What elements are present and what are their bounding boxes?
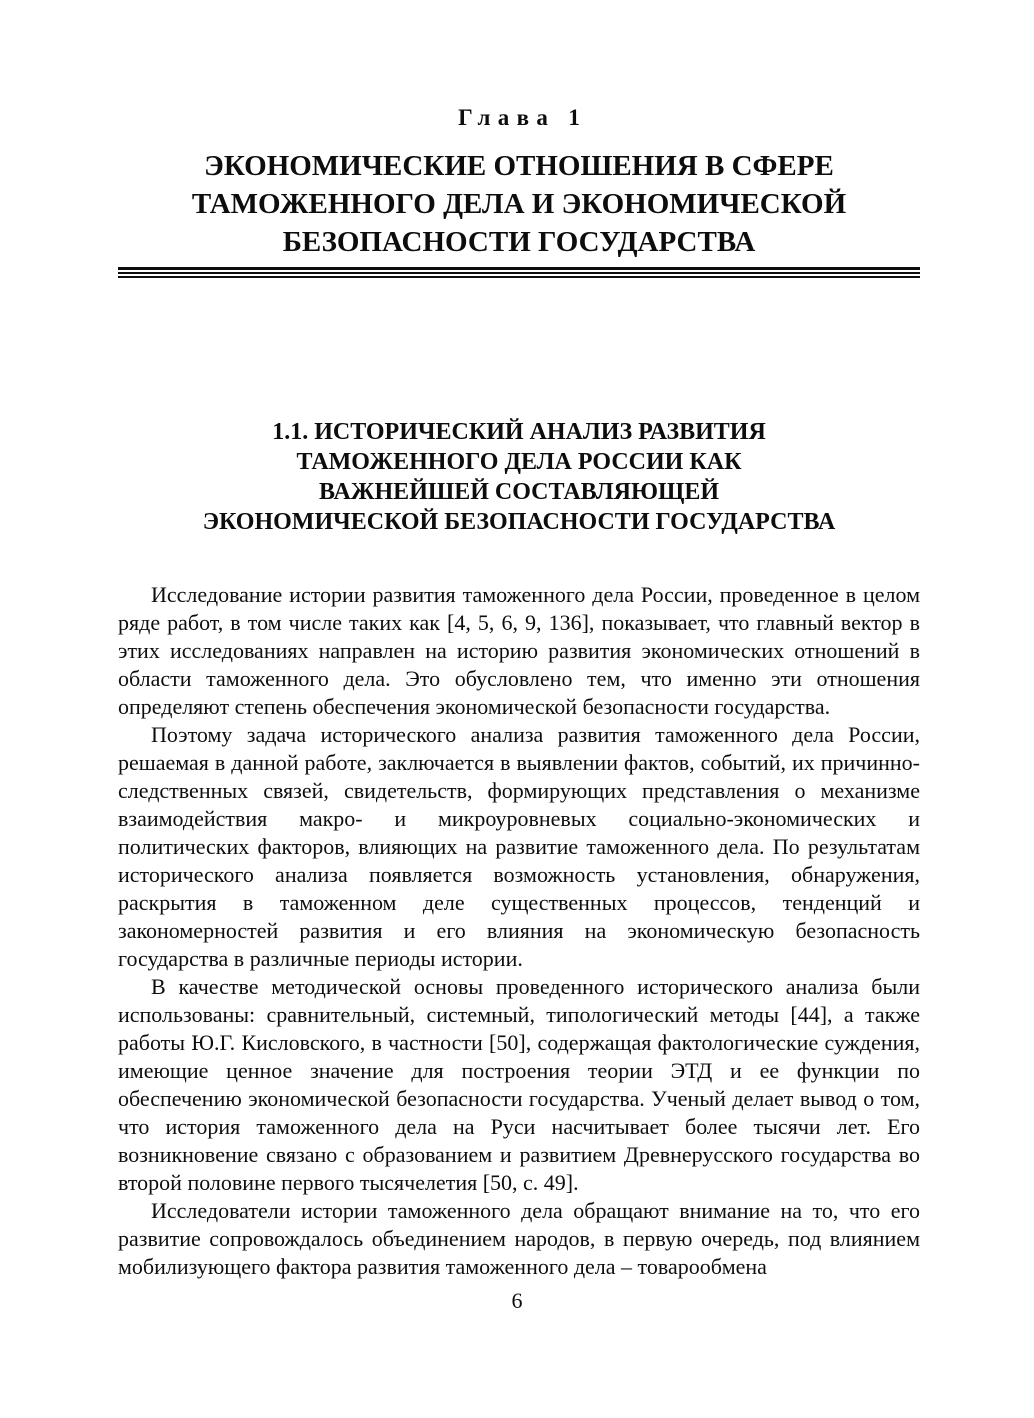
chapter-title-line: ТАМОЖЕННОГО ДЕЛА И ЭКОНОМИЧЕСКОЙ — [191, 188, 847, 220]
paragraph: Исследователи истории таможенного дела обращают внимание на то, что его развитие сопровождалось объединением народов, в первую очередь, под влиянием мобилизующего фактора развития таможенного дела – товарообмена — [118, 1198, 920, 1279]
chapter-title-line: БЕЗОПАСНОСТИ ГОСУДАРСТВА — [282, 226, 756, 258]
section-heading — [118, 417, 920, 537]
section-heading-line: ТАМОЖЕННОГО ДЕЛА РОССИИ КАК — [296, 449, 742, 475]
section-divider-rule — [118, 267, 920, 278]
chapter-title — [118, 147, 920, 261]
section-heading-line: ЭКОНОМИЧЕСКОЙ БЕЗОПАСНОСТИ ГОСУДАРСТВА — [202, 509, 836, 535]
chapter-title-line: ЭКОНОМИЧЕСКИЕ ОТНОШЕНИЯ В СФЕРЕ — [204, 150, 834, 182]
paragraph: Исследование истории развития таможенного дела России, проведенное в целом ряде работ, в том числе таких как [4, 5, 6, 9, 136], показывает, что главный вектор в этих исследованиях направлен на историю развития экономических отношений в области таможенного дела. Это обусловлено тем, что именно эти отношения определяют степень обеспечения экономической безопасности государства. — [118, 582, 920, 719]
section-heading-line: 1.1. ИСТОРИЧЕСКИЙ АНАЛИЗ РАЗВИТИЯ — [272, 419, 766, 445]
text-block — [118, 0, 920, 1281]
paragraph: В качестве методической основы проведенного исторического анализа были использованы: сравнительный, системный, типологический методы [44], а также работы Ю.Г. Кисловского, в частности [50], содержащая фактологические суждения, имеющие ценное значение для построения теории ЭТД и ее функции по обеспечению экономической безопасности государства. Ученый делает вывод о том, что история таможенного дела на Руси насчитывает более тысячи лет. Его возникновение связано с образованием и развитием Древнерусского государства во второй половине первого тысячелетия [50, с. 49]. — [118, 974, 920, 1195]
paragraph: Поэтому задача исторического анализа развития таможенного дела России, решаемая в данной работе, заключается в выявлении фактов, событий, их причинно-следственных связей, свидетельств, формирующих представления о механизме взаимодействия макро- и микроуровневых социально-экономических и политических факторов, влияющих на развитие таможенного дела. По результатам исторического анализа появляется возможность установления, обнаружения, раскрытия в таможенном деле существенных процессов, тенденций и закономерностей развития и его влияния на экономическую безопасность государства в различные периоды истории. — [118, 722, 920, 971]
chapter-label: Глава 1 — [458, 105, 588, 130]
body-text — [118, 581, 920, 1281]
page-number: 6 — [511, 1288, 523, 1313]
section-heading-line: ВАЖНЕЙШЕЙ СОСТАВЛЯЮЩЕЙ — [318, 479, 720, 505]
